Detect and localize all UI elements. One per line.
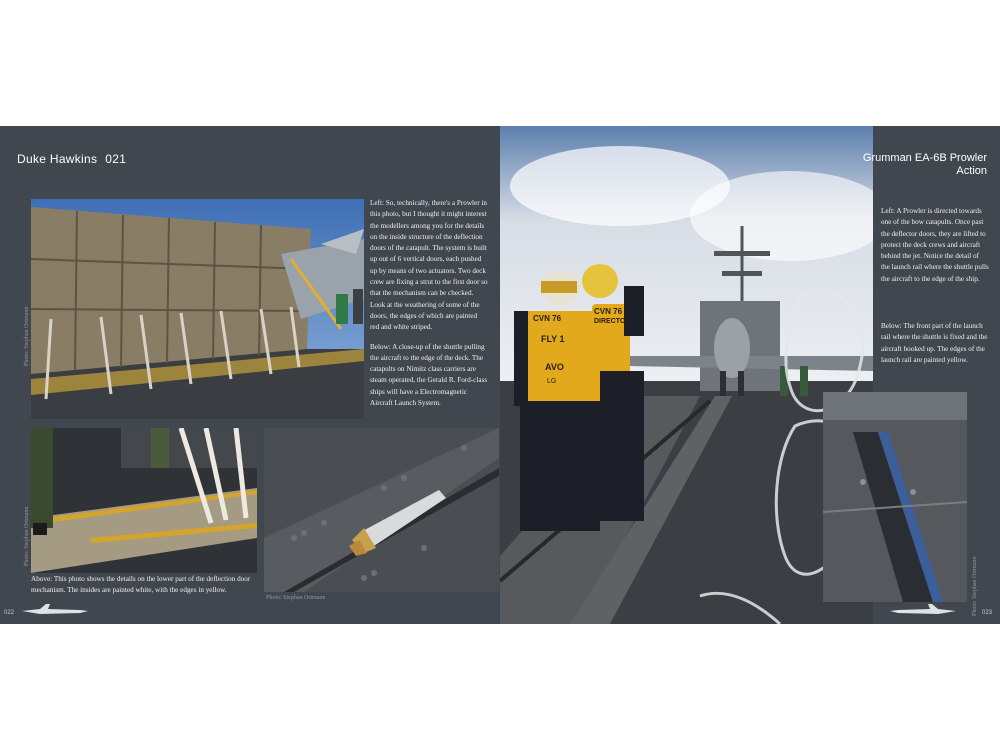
photo-catapult-shuttle	[264, 428, 499, 592]
left-page-header	[17, 152, 126, 166]
photo-deflector-doors	[31, 199, 364, 419]
right-page-title	[847, 152, 987, 178]
photo-credit-right: Photo: Stephan Ortmann	[972, 556, 978, 616]
vest-label-2-mid: DIRECTOR	[594, 318, 631, 325]
vest-label-1-low: AVO	[545, 362, 564, 372]
photo-deflector-mechanism	[31, 428, 257, 573]
left-text-paragraph-1: Left: So, technically, there's a Prowler in this photo, but I thought it might interest the modellers among you for the details on the inside structure of the deflection doors of the catapult. The system is built up out of 6 vertical doors, each pushed up by means of two actuators. Two deck crew are fixing a strut to the first door so that the mechanism can be checked. Look at the weathering of some of the doors, the edges of which are painted red and white striped.	[370, 199, 488, 332]
vest-label-2-top: CVN 76	[594, 307, 623, 316]
right-title-line-2: Action	[956, 165, 987, 177]
photo-credit-top-left: Photo: Stephan Ortmann	[24, 306, 30, 366]
photo-credit-shuttle: Photo: Stephan Ortmann	[266, 595, 326, 601]
series-title: Duke Hawkins	[17, 152, 98, 166]
page-number: 021	[105, 152, 127, 166]
prowler-silhouette-icon-right	[888, 603, 958, 617]
left-bottom-caption: Above: This photo shows the details on the lower part of the deflection door mechanism. The insides are painted white, with the edges in yellow.	[31, 575, 251, 594]
right-title-line-1: Grumman EA-6B Prowler	[862, 152, 987, 164]
right-text-paragraph-2: Below: The front part of the launch rail where the shuttle is fixed and the aircraft hooked up. The edges of the launch rail are painted yellow.	[881, 322, 988, 364]
right-text-paragraph-1: Left: A Prowler is directed towards one of the bow catapults. Once past the deflector doors, they are lifted to protect the deck crews and aircraft behind the jet. Notice the detail of the launch rail where the shuttle pulls the aircraft to the edge of the ship.	[881, 207, 989, 283]
photo-credit-lower-left: Photo: Stephan Ortmann	[24, 506, 30, 566]
vest-label-1-bot: LG	[547, 378, 557, 385]
vest-label-1-mid: FLY 1	[541, 334, 565, 344]
right-body-text	[881, 206, 989, 374]
left-body-text	[370, 198, 488, 417]
vest-label-1-top: CVN 76	[533, 314, 562, 323]
photo-flight-deck	[500, 126, 873, 624]
book-spread	[0, 126, 1000, 624]
photo-launch-rail	[823, 392, 967, 602]
right-folio: 023	[982, 610, 993, 616]
left-folio: 022	[4, 610, 15, 616]
left-text-paragraph-2: Below: A close-up of the shuttle pulling the aircraft to the edge of the deck. The catapults on Nimitz class carriers are steam operated, the Gerald R. Ford-class ships will have a Electromagnetic Aircraft Launch System.	[370, 342, 488, 408]
prowler-silhouette-icon	[20, 603, 90, 617]
